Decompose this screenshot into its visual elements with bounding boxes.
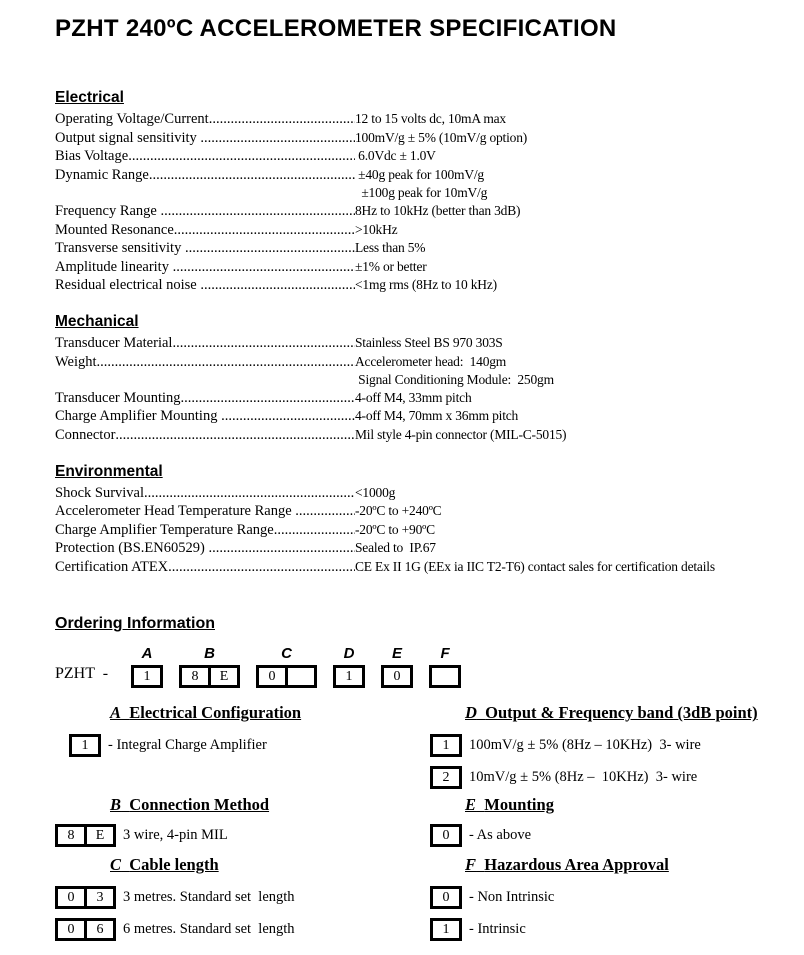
spec-label-text: Connector (55, 426, 116, 443)
ordering-heading-b (110, 795, 269, 815)
dots-leader (149, 167, 355, 185)
spec-row (55, 239, 804, 258)
spec-row (55, 221, 804, 240)
dots-leader (172, 335, 355, 353)
ordering-heading-letter: A (110, 703, 122, 723)
spec-row (55, 184, 804, 202)
code-groups (131, 646, 477, 688)
dots-leader (221, 408, 355, 426)
code-cell: 1 (442, 921, 450, 937)
spec-row-value: -20ºC to +90ºC (355, 521, 435, 537)
option-code-box (55, 886, 116, 909)
spec-row-label (55, 408, 355, 426)
code-group-letter: F (440, 645, 450, 663)
code-group-letter: E (392, 645, 403, 663)
section-heading: Mechanical (55, 312, 139, 330)
spec-label-text: Accelerometer Head Temperature Range (55, 503, 296, 520)
dots-leader (168, 559, 355, 577)
code-cell: 8 (191, 668, 199, 684)
spec-row-value: 6.0Vdc ± 1.0V (355, 148, 436, 164)
spec-row (55, 521, 804, 540)
code-cell (285, 668, 314, 685)
spec-label-text: Mounted Resonance (55, 221, 174, 238)
spec-row (55, 407, 804, 426)
section-heading: Environmental (55, 462, 163, 480)
spec-row-value: <1000g (355, 484, 396, 500)
spec-row-label (55, 540, 355, 558)
spec-label-text: Charge Amplifier Mounting (55, 408, 222, 425)
ordering-heading-letter: D (465, 703, 477, 723)
ordering-section (55, 614, 804, 955)
spec-row-value: 12 to 15 volts dc, 10mA max (355, 111, 506, 126)
spec-label-text: Charge Amplifier Temperature Range (55, 521, 274, 538)
code-box-c (256, 665, 317, 688)
spec-row (55, 502, 804, 521)
spec-row-label (55, 559, 355, 577)
ordering-heading-title: Hazardous Area Approval (484, 855, 669, 875)
option-code-box (55, 918, 116, 941)
dots-leader (173, 259, 355, 277)
ordering-option-d-1 (430, 734, 701, 757)
spec-section-electrical (55, 88, 804, 295)
ordering-heading-f (465, 855, 669, 875)
spec-row-value: -20ºC to +240ºC (355, 503, 442, 519)
dots-leader (161, 203, 356, 221)
code-cell: 0 (67, 921, 75, 937)
spec-label-text: Residual electrical noise (55, 277, 201, 294)
code-group-a (131, 646, 163, 688)
spec-label-text: Transverse sensitivity (55, 240, 185, 257)
spec-row-value: Mil style 4-pin connector (MIL-C-5015) (355, 426, 567, 442)
ordering-heading-d (465, 703, 758, 723)
spec-row-label (55, 354, 355, 372)
spec-label-text: Dynamic Range (55, 166, 149, 183)
code-cell (432, 668, 458, 685)
code-cell: 1 (143, 668, 151, 684)
spec-row (55, 426, 804, 445)
spec-row-label (55, 259, 355, 277)
spec-row-label (55, 335, 355, 353)
code-group-letter: B (204, 645, 215, 663)
spec-row (55, 147, 804, 166)
spec-row (55, 202, 804, 221)
code-cell: 3 (84, 889, 113, 906)
ordering-option-f-0 (430, 886, 554, 909)
dots-leader (128, 148, 355, 166)
code-cell: 2 (442, 769, 450, 785)
code-cell: E (208, 668, 237, 685)
ordering-heading-letter: B (110, 795, 122, 815)
code-cell: 0 (442, 827, 450, 843)
spec-row-label (55, 167, 355, 185)
code-box-d (333, 665, 365, 688)
code-group-c (256, 646, 317, 688)
ordering-option-text: 3 wire, 4-pin MIL (123, 827, 228, 844)
code-group-d (333, 646, 365, 688)
spec-row-label (55, 203, 355, 221)
code-box-b (179, 665, 240, 688)
ordering-heading-title: Connection Method (129, 795, 270, 815)
spec-row (55, 110, 804, 129)
spec-row-label (55, 148, 355, 166)
spec-row (55, 166, 804, 185)
ordering-col-left (55, 703, 438, 955)
spec-row-label (55, 277, 355, 295)
code-group-b (179, 646, 240, 688)
ordering-option-text: - Non Intrinsic (469, 889, 555, 906)
spec-row (55, 371, 804, 389)
code-group-letter: A (141, 645, 153, 663)
spec-row-label (55, 130, 355, 148)
option-code-box (430, 766, 462, 789)
ordering-option-e-0 (430, 824, 531, 847)
ordering-option-f-1 (430, 918, 526, 941)
option-code-box (430, 824, 462, 847)
spec-row-value: 4-off M4, 70mm x 36mm pitch (355, 408, 519, 424)
code-box-a (131, 665, 163, 688)
spec-row-label (55, 222, 355, 240)
option-code-box (55, 824, 116, 847)
ordering-heading-c (110, 855, 219, 875)
spec-row (55, 558, 804, 577)
spec-row-value: Less than 5% (355, 240, 426, 256)
ordering-option-c-06 (55, 918, 295, 941)
dots-leader (181, 390, 355, 408)
ordering-code-prefix: PZHT - (55, 665, 109, 683)
spec-row-label (55, 111, 355, 129)
spec-row (55, 276, 804, 295)
spec-label-text: Certification ATEX (55, 558, 169, 575)
spec-row-value: 100mV/g ± 5% (10mV/g option) (355, 129, 528, 145)
code-group-f (429, 646, 461, 688)
spec-row-value: ±40g peak for 100mV/g (355, 166, 484, 182)
option-code-box (430, 734, 462, 757)
ordering-heading-title: Cable length (129, 855, 219, 875)
ordering-option-text: - Intrinsic (469, 921, 526, 938)
ordering-option-d-2 (430, 766, 697, 789)
dots-leader (144, 485, 355, 503)
spec-label-text: Frequency Range (55, 202, 161, 219)
dots-leader (200, 130, 355, 148)
ordering-heading-title: Mounting (484, 795, 554, 815)
code-cell: 8 (67, 827, 75, 843)
spec-row (55, 334, 804, 353)
dots-leader (97, 354, 355, 372)
ordering-option-text: 3 metres. Standard set length (123, 889, 295, 906)
spec-row (55, 539, 804, 558)
spec-row (55, 258, 804, 277)
code-group-letter: D (343, 645, 355, 663)
spec-label-text: Protection (BS.EN60529) (55, 540, 209, 557)
ordering-option-c-03 (55, 886, 295, 909)
spec-row (55, 484, 804, 503)
option-code-box (69, 734, 101, 757)
spec-label-text: Shock Survival (55, 484, 145, 501)
ordering-option-a-1 (55, 734, 267, 757)
spec-row-label (55, 485, 355, 503)
spec-row-label (55, 390, 355, 408)
code-box-f (429, 665, 461, 688)
section-heading: Electrical (55, 89, 124, 106)
code-cell: E (84, 827, 113, 844)
code-box-e (381, 665, 413, 688)
code-cell: 0 (268, 668, 276, 684)
ordering-col-right (438, 703, 804, 955)
ordering-heading-e (465, 795, 554, 815)
dots-leader (274, 522, 355, 540)
spec-row-value: Sealed to IP.67 (355, 540, 436, 556)
spec-section-environmental (55, 462, 804, 577)
code-cell: 1 (442, 737, 450, 753)
code-cell: 1 (345, 668, 353, 684)
spec-row (55, 129, 804, 148)
spec-section-mechanical (55, 312, 804, 445)
dots-leader (115, 427, 355, 445)
ordering-option-text: 100mV/g ± 5% (8Hz – 10KHz) 3- wire (469, 737, 701, 754)
ordering-details (55, 703, 804, 955)
spec-label-text: Transducer Mounting (55, 389, 181, 406)
spec-label-text: Amplitude linearity (55, 258, 173, 275)
option-code-box (430, 886, 462, 909)
code-cell: 0 (442, 889, 450, 905)
dots-leader (174, 222, 355, 240)
ordering-heading: Ordering Information (55, 615, 215, 633)
page-title: PZHT 240ºC ACCELEROMETER SPECIFICATION (55, 15, 617, 42)
spec-row-value: 4-off M4, 33mm pitch (355, 389, 472, 405)
spec-row-label (55, 240, 355, 258)
spec-label-text: Weight (55, 353, 97, 370)
spec-row-value: CE Ex II 1G (EEx ia IIC T2-T6) contact sales for certification details (355, 558, 715, 574)
code-group-e (381, 646, 413, 688)
dots-leader (200, 277, 355, 295)
code-cell: 6 (84, 921, 113, 938)
spec-sections (55, 88, 804, 576)
ordering-code-row (55, 646, 804, 688)
dots-leader (295, 503, 355, 521)
ordering-option-text: - As above (469, 827, 532, 844)
spec-row-value: Stainless Steel BS 970 303S (355, 334, 503, 350)
ordering-option-text: 10mV/g ± 5% (8Hz – 10KHz) 3- wire (469, 769, 698, 786)
spec-row (55, 353, 804, 372)
spec-row-value: >10kHz (355, 221, 398, 237)
spec-row-value: Signal Conditioning Module: 250gm (355, 372, 554, 388)
code-cell: 0 (67, 889, 75, 905)
ordering-option-b-8E (55, 824, 228, 847)
spec-label-text: Operating Voltage/Current (55, 111, 209, 127)
code-cell: 1 (81, 737, 89, 753)
ordering-heading-letter: C (110, 855, 122, 875)
spec-row-value: Accelerometer head: 140gm (355, 353, 507, 369)
spec-row-label (55, 427, 355, 445)
code-cell: 0 (393, 668, 401, 684)
dots-leader (185, 240, 355, 258)
spec-label-text: Bias Voltage (55, 148, 129, 165)
spec-row-value: ±1% or better (355, 258, 427, 274)
dots-leader (208, 540, 355, 558)
ordering-heading-letter: E (465, 795, 477, 815)
ordering-option-text: 6 metres. Standard set length (123, 921, 295, 938)
spec-row-label (55, 503, 355, 521)
spec-label-text: Transducer Material (55, 334, 173, 351)
ordering-heading-title: Output & Frequency band (3dB point) (485, 703, 758, 723)
ordering-option-text: - Integral Charge Amplifier (108, 737, 267, 754)
spec-row-label (55, 522, 355, 540)
spec-row-value: <1mg rms (8Hz to 10 kHz) (355, 277, 497, 293)
spec-row-value: 8Hz to 10kHz (better than 3dB) (355, 202, 521, 218)
code-group-letter: C (281, 645, 292, 663)
spec-label-text: Output signal sensitivity (55, 129, 201, 146)
spec-row-value: ±100g peak for 10mV/g (355, 185, 488, 201)
spec-row (55, 389, 804, 408)
ordering-heading-letter: F (465, 855, 477, 875)
dots-leader (209, 111, 355, 129)
ordering-heading-title: Electrical Configuration (129, 703, 302, 723)
option-code-box (430, 918, 462, 941)
ordering-heading-a (110, 703, 301, 723)
